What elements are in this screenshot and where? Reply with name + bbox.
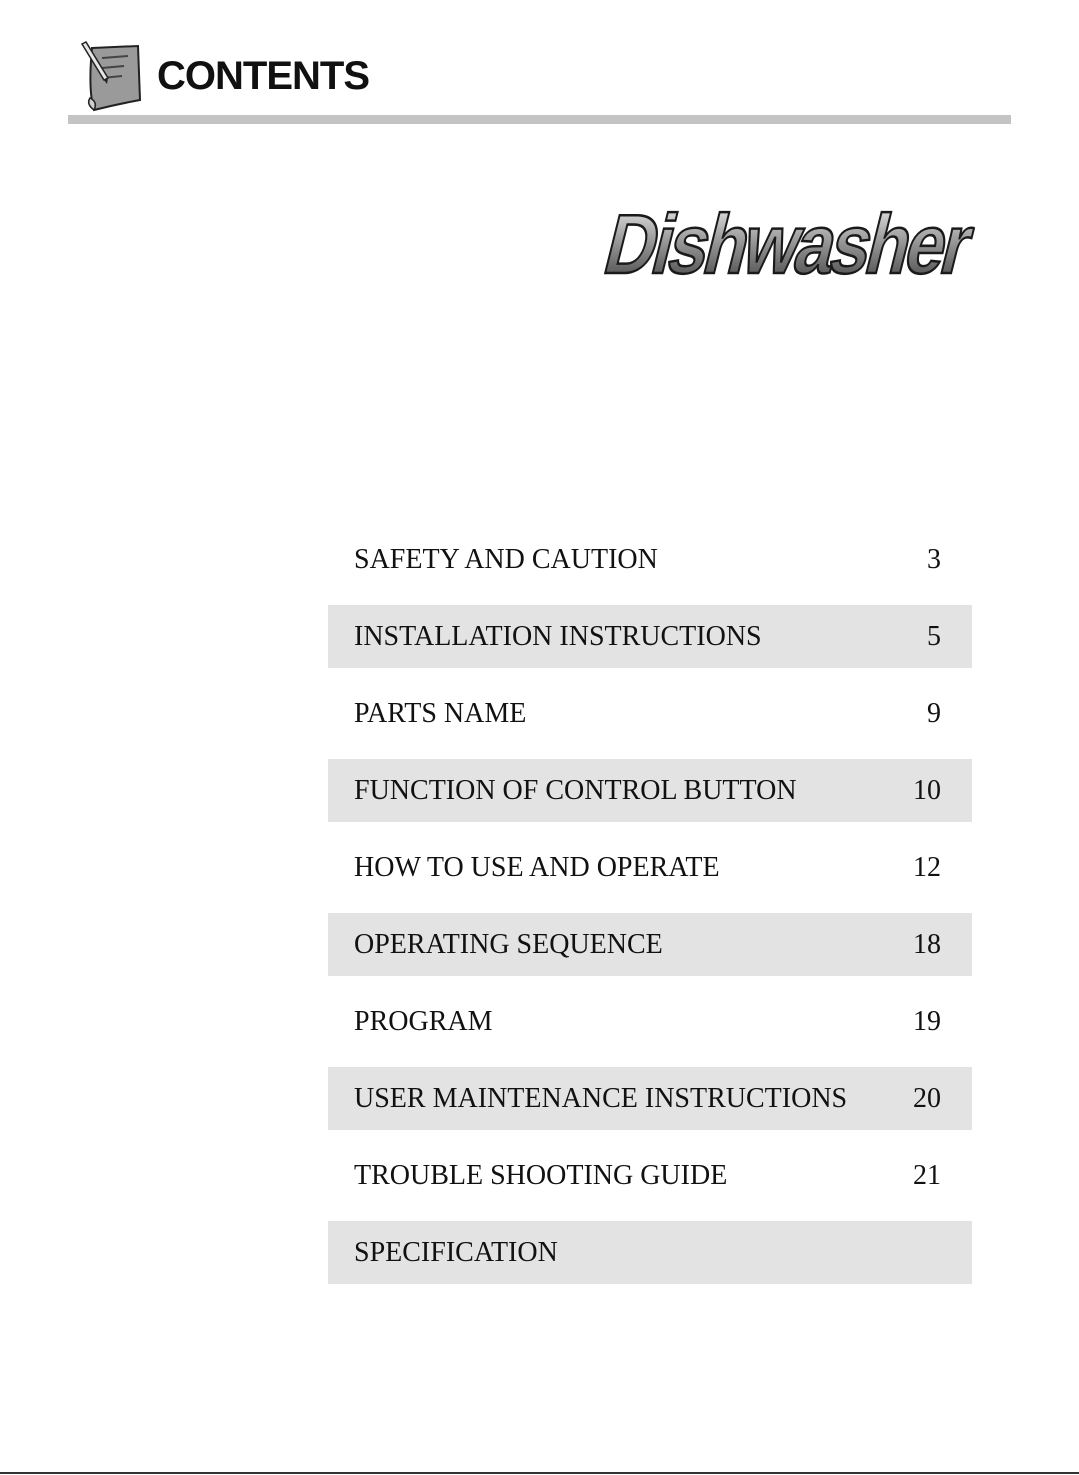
header-divider (68, 115, 1011, 124)
dishwasher-logo (590, 195, 1051, 292)
toc-row[interactable] (328, 836, 972, 899)
toc-row[interactable] (328, 1144, 972, 1207)
toc-row[interactable] (328, 605, 972, 668)
toc-row[interactable] (328, 1067, 972, 1130)
toc-title: PROGRAM (354, 1005, 493, 1037)
table-of-contents (328, 528, 972, 1298)
toc-title: FUNCTION OF CONTROL BUTTON (354, 774, 797, 806)
toc-title: INSTALLATION INSTRUCTIONS (354, 620, 762, 652)
toc-row[interactable] (328, 913, 972, 976)
toc-title: SPECIFICATION (354, 1236, 558, 1268)
toc-page-number: 10 (913, 774, 941, 806)
toc-page-number: 3 (927, 543, 941, 575)
toc-page-number: 20 (913, 1082, 941, 1114)
toc-row[interactable] (328, 990, 972, 1053)
toc-page-number: 18 (913, 928, 941, 960)
toc-row[interactable] (328, 759, 972, 822)
toc-title: TROUBLE SHOOTING GUIDE (354, 1159, 728, 1191)
page-title: CONTENTS (157, 54, 369, 98)
toc-page-number: 12 (913, 851, 941, 883)
toc-page-number: 21 (913, 1159, 941, 1191)
logo-text: Dishwasher (595, 198, 1051, 292)
toc-page-number: 9 (927, 697, 941, 729)
toc-title: USER MAINTENANCE INSTRUCTIONS (354, 1082, 848, 1114)
toc-title: HOW TO USE AND OPERATE (354, 851, 720, 883)
toc-title: SAFETY AND CAUTION (354, 543, 658, 575)
toc-title: OPERATING SEQUENCE (354, 928, 663, 960)
toc-row[interactable] (328, 1221, 972, 1284)
toc-row[interactable] (328, 682, 972, 745)
toc-page-number: 5 (927, 620, 941, 652)
footer-divider (0, 1472, 1079, 1474)
notepad-icon (78, 40, 146, 112)
toc-row[interactable] (328, 528, 972, 591)
toc-title: PARTS NAME (354, 697, 527, 729)
toc-page-number: 19 (913, 1005, 941, 1037)
